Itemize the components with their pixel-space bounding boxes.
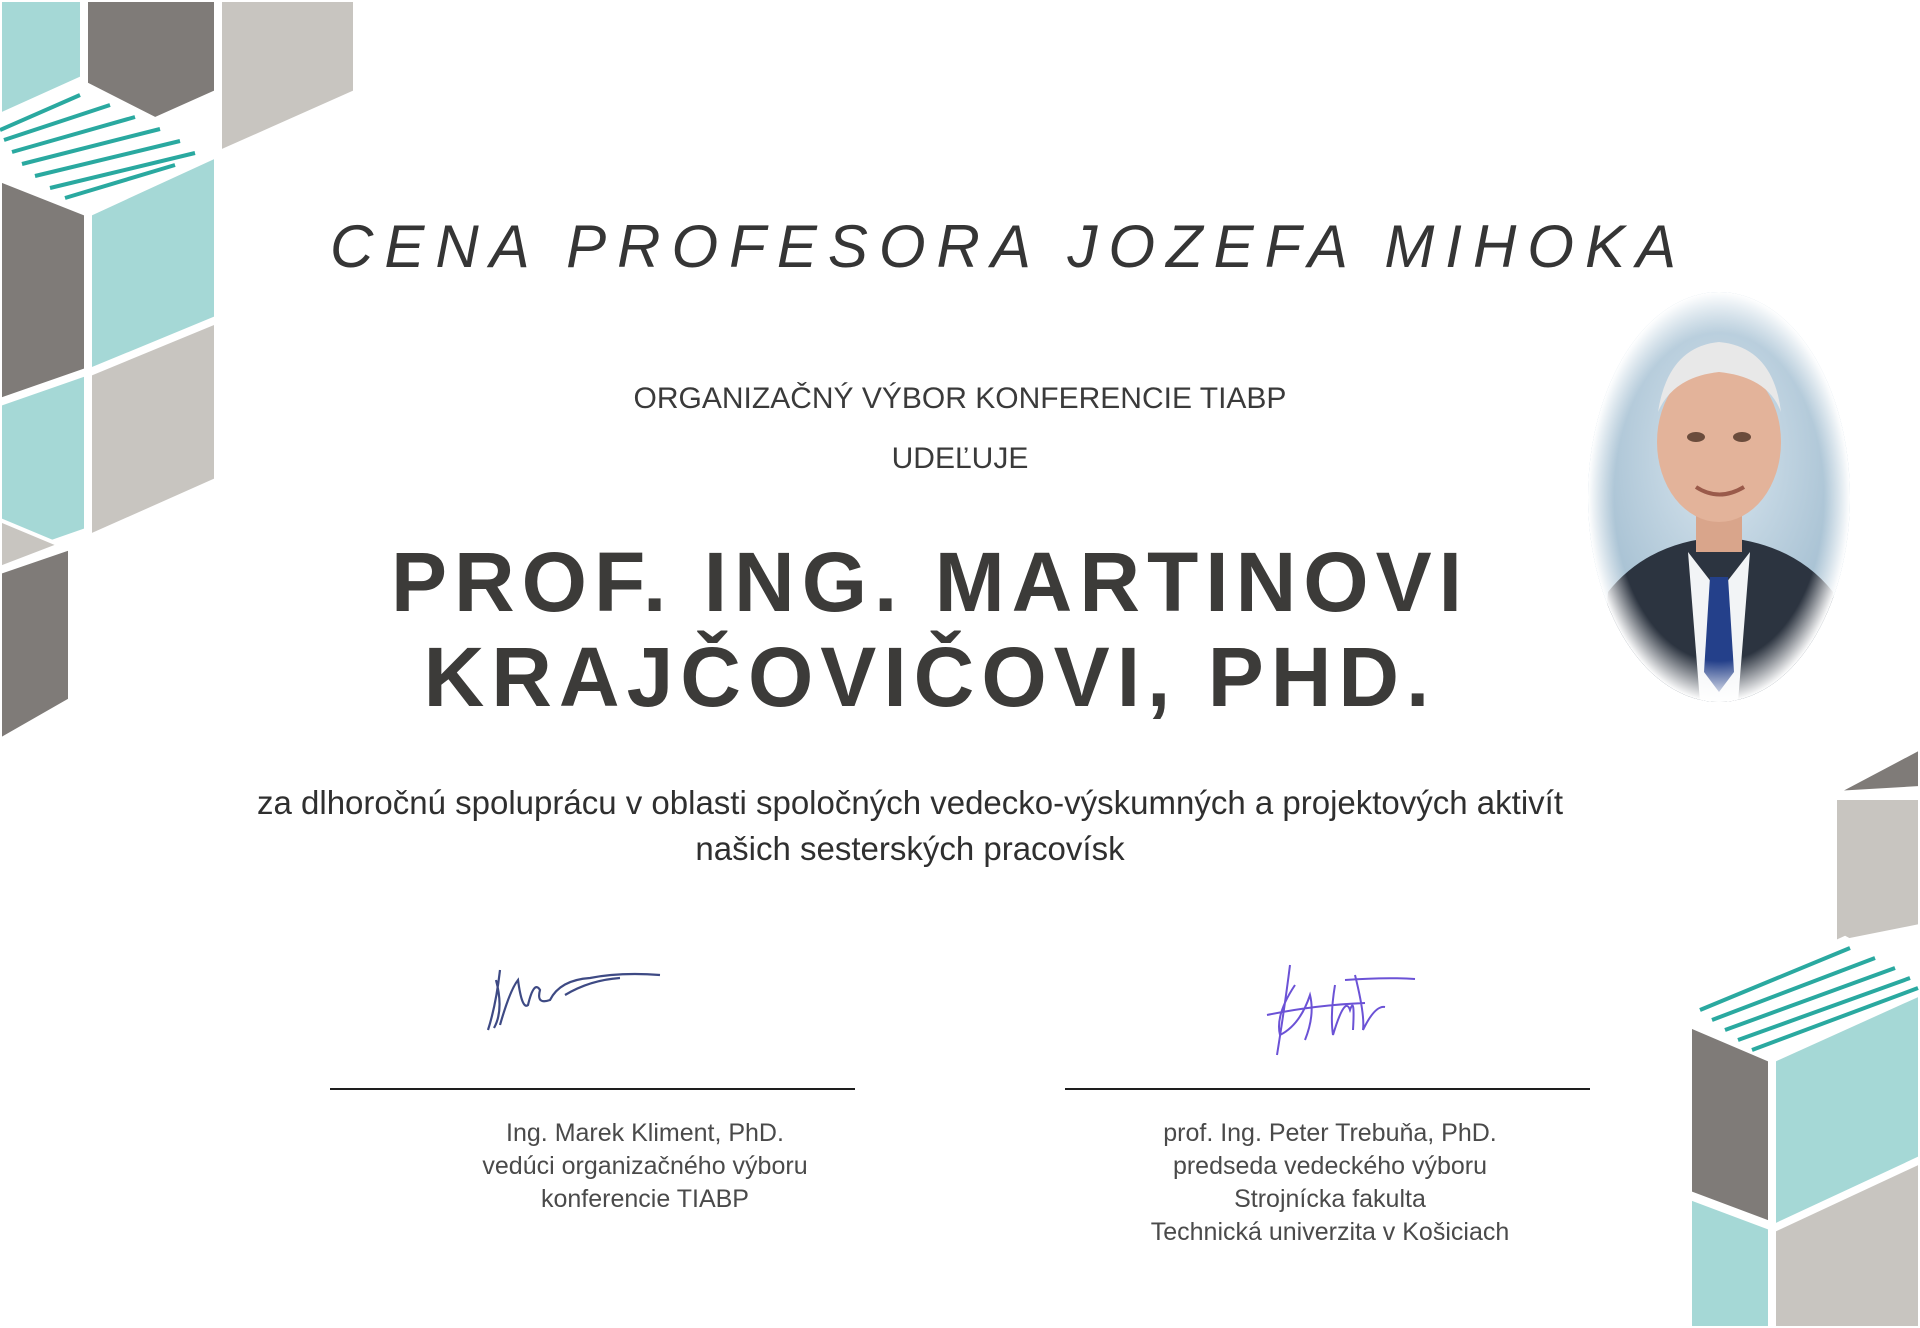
recipient-portrait: [1588, 292, 1850, 702]
award-title: CENA PROFESORA JOZEFA MIHOKA: [330, 213, 1688, 280]
award-citation: [100, 780, 1720, 872]
signatory-left-name: Ing. Marek Kliment, PhD.: [506, 1119, 784, 1147]
recipient-name-line2: KRAJČOVIČOVI, PHD.: [423, 630, 1437, 724]
citation-line1: za dlhoročnú spoluprácu v oblasti spoločných vedecko-výskumných a projektových aktivít: [257, 784, 1563, 821]
organizing-committee: ORGANIZAČNÝ VÝBOR KONFERENCIE TIABP: [633, 382, 1287, 415]
signatory-left-role: konferencie TIABP: [541, 1185, 749, 1213]
signatory-right-name: prof. Ing. Peter Trebuňa, PhD.: [1163, 1119, 1497, 1147]
signatory-right-university: Technická univerzita v Košiciach: [1150, 1218, 1510, 1246]
signatory-right-role: predseda vedeckého výboru: [1172, 1152, 1488, 1180]
signature-line-left: [330, 1088, 855, 1090]
signatory-right: [1080, 1117, 1580, 1249]
recipient-name-line1: PROF. ING. MARTINOVI: [390, 535, 1470, 629]
signature-line-right: [1065, 1088, 1590, 1090]
cube-pattern-bottom-right: [1690, 748, 1920, 1328]
cube-pattern-top-left: [0, 0, 360, 740]
signatory-left: [420, 1117, 870, 1216]
signatory-left-role: vedúci organizačného výboru: [482, 1152, 808, 1180]
signature-right: [1255, 955, 1435, 1060]
signatory-right-faculty: Strojnícka fakulta: [1234, 1185, 1426, 1213]
signature-left: [470, 950, 670, 1050]
recipient-name: [330, 535, 1530, 725]
citation-line2: našich sesterských pracovísk: [695, 830, 1125, 867]
awards-verb: UDEĽUJE: [891, 442, 1029, 475]
